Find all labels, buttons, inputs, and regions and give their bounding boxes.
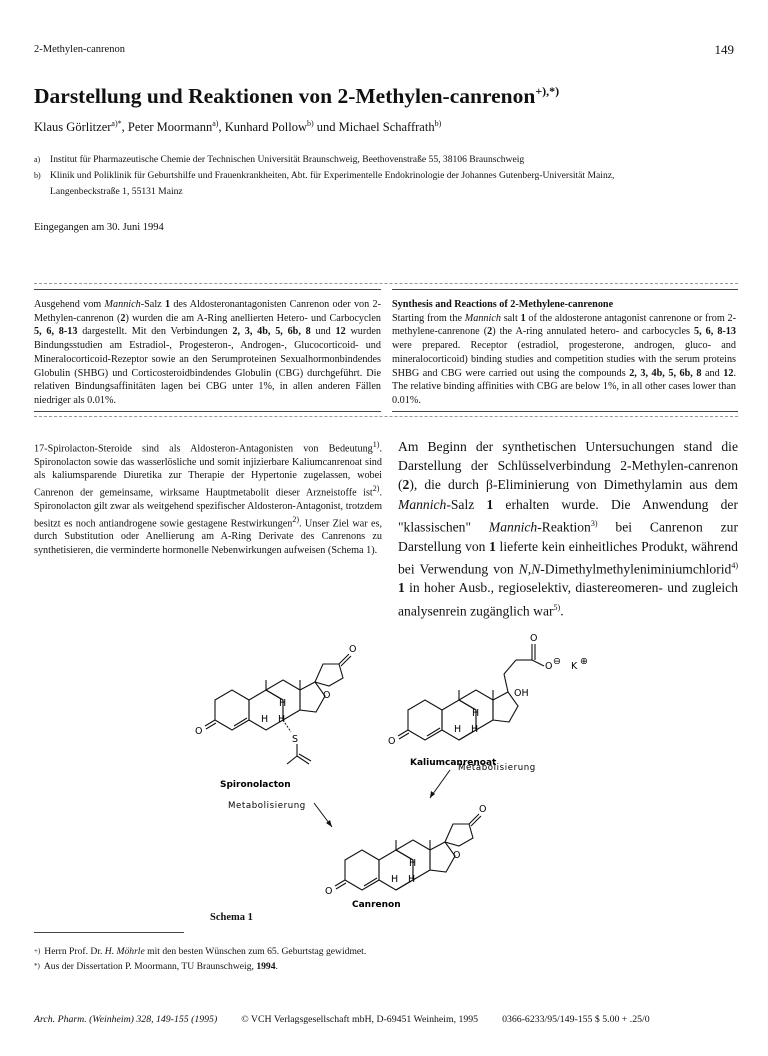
hydrogen-atom: H	[408, 874, 416, 885]
footnote: *) Aus der Dissertation P. Moormann, TU Braunschweig, 1994.	[34, 961, 278, 972]
body-text-right: Am Beginn der synthetischen Untersuchungen stand die Darstellung der Schlüsselverbindung 2-Methylen-canrenon (2), die durch β-Eliminierung von Dimethylamin aus dem Mannich-Salz 1 erhalten wurde. Die Anwendung der "klassischen" Mannich-Reaktion$^{3)}$ bei Canrenon zur Darstellung von 1 lieferte kein einheitliches Produkt, während bei Verwendung von N,N-Dimethylmethyleniminiumchlorid$^{4)}$ 1 in hoher Ausb., regioselektiv, diastereomeren- und zugleich analysenrein zugänglich war$^{5)}$.	[398, 439, 738, 619]
affiliation	[34, 168, 734, 199]
author-name: Michael Schaffrath	[338, 120, 435, 135]
reference-mark: 2)	[372, 484, 380, 493]
footnote: +) Herrn Prof. Dr. H. Möhrle mit den besten Wünschen zum 65. Geburtstag gewidmet.	[34, 946, 367, 957]
affiliation-mark: b)	[34, 171, 41, 180]
hydrogen-atom: H	[472, 708, 480, 719]
author-mark: a)	[212, 119, 219, 128]
running-head: 2-Methylen-canrenon	[34, 44, 125, 55]
reference-mark: 4)	[731, 560, 738, 570]
arrow-label: Metabolisierung	[458, 763, 536, 773]
oxygen-atom: O	[530, 633, 538, 644]
affiliation-mark: a)	[34, 155, 41, 164]
positive-charge: ⊕	[580, 656, 588, 667]
author-list	[34, 119, 441, 135]
divider	[392, 289, 738, 290]
oxygen-atom: O	[325, 886, 333, 897]
arrow-label: Metabolisierung	[228, 801, 306, 811]
compound-label-spironolacton: Spironolacton	[220, 780, 291, 790]
footnotes	[34, 944, 366, 974]
oxygen-atom: O	[453, 850, 461, 861]
article-code: 0366-6233/95/149-155 $ 5.00 + .25/0	[502, 1014, 650, 1025]
hydrogen-atom: H	[471, 724, 479, 735]
divider	[34, 283, 738, 284]
divider	[34, 411, 381, 412]
hydrogen-atom: H	[409, 858, 417, 869]
author-separator: ,	[218, 120, 225, 135]
reference-mark: 1)	[372, 440, 380, 449]
reaction-scheme	[180, 620, 610, 910]
divider	[34, 416, 738, 417]
footnote-divider	[34, 932, 184, 933]
oxygen-atom: O	[195, 726, 203, 737]
oxygen-atom: O	[388, 736, 396, 747]
canrenon-structure	[325, 804, 486, 897]
author-separator: und	[313, 120, 339, 135]
reference-mark: 2)	[292, 514, 299, 524]
author-mark: b)	[307, 119, 314, 128]
abstract-english-title: Synthesis and Reactions of 2-Methylene-canrenone	[392, 299, 614, 310]
body-text-left: 17-Spirolacton-Steroide sind als Aldosteron-Antagonisten von Bedeutung$^{1)}$. Spironolacton sowie das wasserlösliche und somit injizierbare Kaliumcanrenoat sind als kaliumsparende Diuretika zur Therapie der Hypertonie zugelassen, wobei Canrenon der gemeinsame, wirksame Hauptmetabolit dieser Arzneistoffe ist$^{2)}$. Spironolacton gilt zwar als weitgehend spezifischer Aldosteron-Antagonist, trotzdem besitzt es noch antiandrogene sowie gestagene Restwirkungen$^{2)}$. Unser Ziel war es, durch Substitution oder Anellierung am A-Ring Derivate des Canrenons zu synthetisieren, die verminderte hormonelle Nebenwirkungen aufweisen (Schema 1).	[34, 440, 382, 556]
oxygen-atom: O	[349, 644, 357, 655]
author-separator: ,	[121, 120, 128, 135]
abstract-german: Ausgehend vom Mannich-Salz 1 des Aldosteronantagonisten Canrenon oder von 2-Methylen-canrenon (2) wurden die am A-Ring anellierten Hetero- und Carbocyclen 5, 6, 8-13 dargestellt. Mit den Verbindungen 2, 3, 4b, 5, 6b, 8 und 12 wurden Bindungsstudien am Estradiol-, Progesteron-, Androgen-, Glucocorticoid- und Mineralocorticoid-Rezeptor sowie an den Serumproteinen Sexualhormonbindendes Globulin (SHBG) und Corticosteroidbindendes Globulin (CBG) durchgeführt. Die relativen Bindungsaffinitäten lagen bei CBG unter 1%, in allen anderen Fällen niedriger als 0.01%.	[34, 299, 382, 406]
page-number: 149	[714, 42, 734, 57]
title-marks: +),*)	[535, 84, 560, 98]
compound-label-kaliumcanrenoat: Kaliumcanrenoat	[410, 758, 497, 768]
author-name: Peter Moormann	[127, 120, 213, 135]
hydrogen-atom: H	[279, 698, 287, 709]
hydroxy-group: OH	[514, 688, 529, 699]
received-date: Eingegangen am 30. Juni 1994	[34, 222, 164, 233]
kaliumcanrenoat-structure	[388, 633, 588, 747]
publisher-line: © VCH Verlagsgesellschaft mbH, D-69451 Weinheim, 1995	[241, 1014, 479, 1025]
author-name: Klaus Görlitzer	[34, 120, 112, 135]
reference-mark: 5)	[553, 602, 561, 612]
reference-mark: 3)	[590, 518, 598, 528]
hydrogen-atom: H	[391, 874, 399, 885]
author-mark: a)*	[111, 119, 122, 128]
divider	[392, 411, 738, 412]
hydrogen-atom: H	[278, 714, 286, 725]
oxygen-atom: O	[479, 804, 487, 815]
compound-label-canrenon: Canrenon	[352, 900, 401, 910]
article-title	[34, 84, 559, 109]
author-mark: b)	[434, 119, 442, 128]
author-name: Kunhard Pollow	[224, 120, 307, 135]
affiliation	[34, 152, 734, 168]
affiliation-text: Institut für Pharmazeutische Chemie der Technischen Universität Braunschweig, Beethovenstraße 55, 38106 Braunschweig	[50, 154, 525, 165]
divider	[34, 289, 381, 290]
journal-citation: Arch. Pharm. (Weinheim) 328, 149-155 (1995)	[34, 1014, 218, 1025]
abstract-english: Synthesis and Reactions of 2-Methylene-canrenone Starting from the Mannich salt 1 of the aldosterone antagonist canrenone or from 2-methylene-canrenone (2) the A-ring annulated hetero- and carbocycles 5, 6, 8-13 were prepared. Receptor (estradiol, progesterone, androgen, gluco- and mineralocorticoid) binding studies and competition studies with the serum proteins SHBG and CBG were carried out using the compounds 2, 3, 4b, 5, 6b, 8 and 12. The relative binding affinities with CBG are below 1%, in all other cases lower than 0.01%.	[392, 299, 736, 406]
page-footer	[34, 1014, 739, 1025]
hydrogen-atom: H	[261, 714, 269, 725]
affiliation-text: Klinik und Poliklinik für Geburtshilfe und Frauenkrankheiten, Abt. für Experimentelle Endokrinologie der Johannes Gutenberg-Universität Mainz,	[50, 170, 615, 181]
hydrogen-atom: H	[454, 724, 462, 735]
sulfur-atom: S	[292, 734, 299, 745]
potassium-atom: K	[571, 661, 578, 672]
affiliation-text-line2: Langenbeckstraße 1, 55131 Mainz	[50, 185, 183, 197]
spironolacton-structure	[195, 644, 356, 764]
title-text: Darstellung und Reaktionen von 2-Methylen-canrenon	[34, 84, 536, 109]
scheme-caption: Schema 1	[210, 912, 253, 923]
oxygen-atom: O	[323, 690, 331, 701]
oxygen-atom: O	[545, 661, 553, 672]
negative-charge: ⊖	[553, 656, 561, 667]
